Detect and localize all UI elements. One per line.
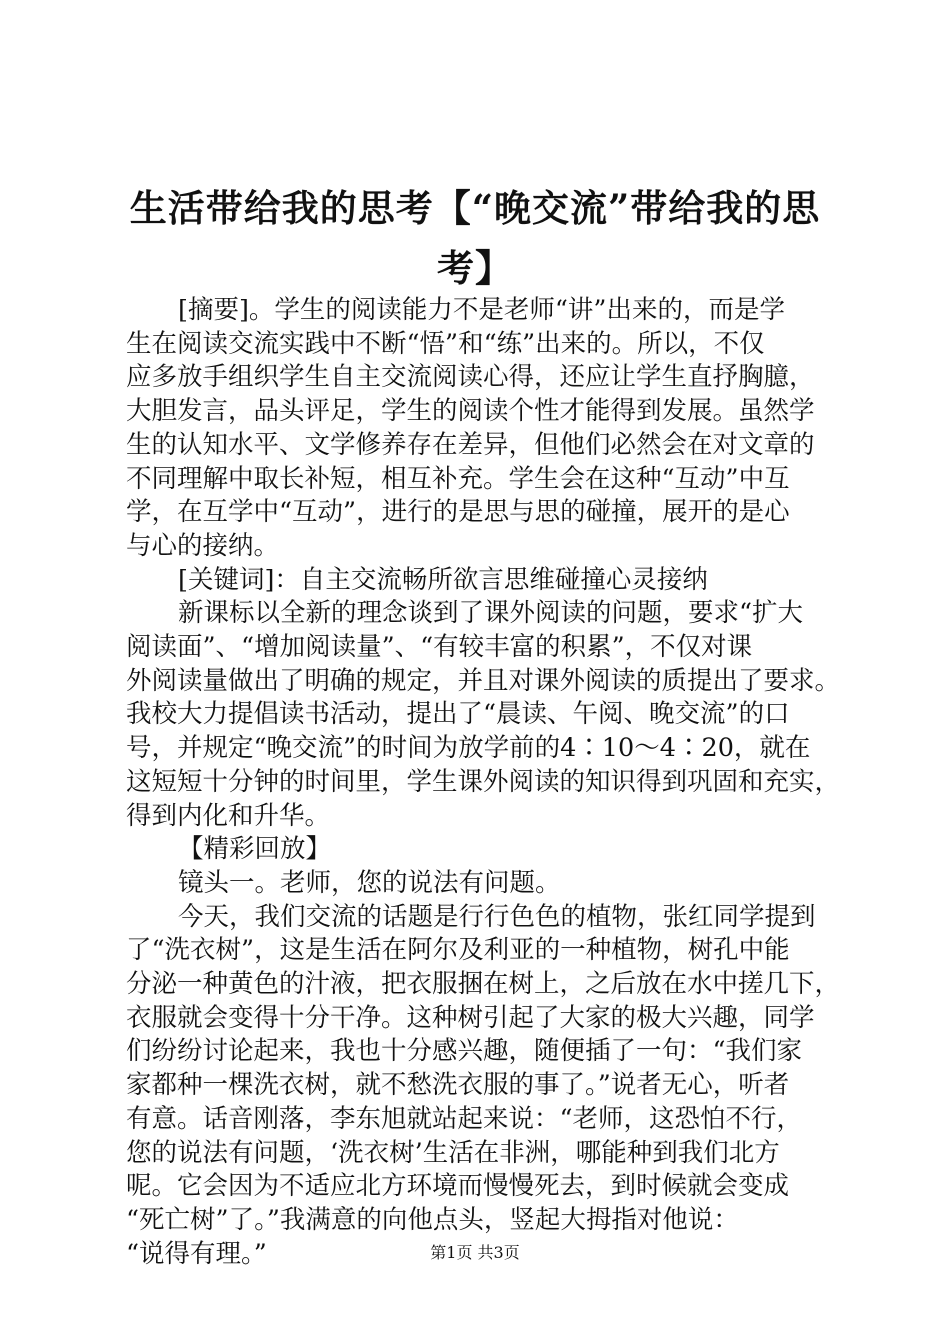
document-body — [126, 294, 841, 1271]
text-line: 阅读面”、“增加阅读量”、“有较丰富的积累”，不仅对课 — [126, 632, 753, 663]
text-line: 们纷纷讨论起来，我也十分感兴趣，随便插了一句：“我们家 — [126, 1036, 803, 1067]
text-line: “说得有理。” — [126, 1238, 267, 1269]
text-line: 家都种一棵洗衣树，就不愁洗衣服的事了。”说者无心，听者 — [126, 1070, 790, 1101]
text-line: 不同理解中取长补短，相互补充。学生会在这种“互动”中互 — [126, 463, 790, 494]
text-line: 生在阅读交流实践中不断“悟”和“练”出来的。所以，不仅 — [126, 328, 765, 359]
text-line: 得到内化和升华。 — [126, 800, 331, 831]
text-line: [关键词]：自主交流畅所欲言思维碰撞心灵接纳 — [178, 564, 708, 595]
title-line-1: 生活带给我的思考【“晚交流”带给我的思 — [129, 186, 821, 230]
text-line: 有意。话音刚落，李东旭就站起来说：“老师，这恐怕不行， — [126, 1103, 803, 1134]
text-line: 我校大力提倡读书活动，提出了“晨读、午阅、晚交流”的口 — [126, 699, 790, 730]
text-line: 大胆发言，品头评足，学生的阅读个性才能得到发展。虽然学 — [126, 396, 815, 427]
text-line: “死亡树”了。”我满意的向他点头，竖起大拇指对他说： — [126, 1204, 739, 1235]
document-title — [125, 178, 825, 298]
text-line: 分泌一种黄色的汁液，把衣服捆在树上，之后放在水中搓几下， — [126, 969, 841, 1000]
text-line: 呢。它会因为不适应北方环境而慢慢死去，到时候就会变成 — [126, 1171, 790, 1202]
text-line: 【精彩回放】 — [178, 834, 332, 865]
text-line: 生的认知水平、文学修养存在差异，但他们必然会在对文章的 — [126, 429, 815, 460]
text-line: 镜头一。老师，您的说法有问题。 — [178, 867, 561, 898]
text-line: 新课标以全新的理念谈到了课外阅读的问题，要求“扩大 — [178, 598, 804, 629]
title-line-2: 考】 — [437, 246, 513, 290]
page-footer: 第1页 共3页 — [430, 1243, 520, 1262]
text-line: 这短短十分钟的时间里，学生课外阅读的知识得到巩固和充实， — [126, 766, 841, 797]
text-line: 衣服就会变得十分干净。这种树引起了大家的极大兴趣，同学 — [126, 1002, 815, 1033]
text-line: 您的说法有问题，‘洗衣树’生活在非洲，哪能种到我们北方 — [126, 1137, 780, 1168]
text-line: 号，并规定“晚交流”的时间为放学前的4∶10～4∶20，就在 — [126, 733, 811, 764]
text-line: 应多放手组织学生自主交流阅读心得，还应让学生直抒胸臆， — [126, 362, 815, 393]
text-line: 与心的接纳。 — [126, 530, 280, 561]
text-line: 外阅读量做出了明确的规定，并且对课外阅读的质提出了要求。 — [126, 665, 841, 696]
text-line: 今天，我们交流的话题是行行色色的植物，张红同学提到 — [178, 901, 816, 932]
text-line: [摘要]。学生的阅读能力不是老师“讲”出来的，而是学 — [178, 295, 785, 325]
text-line: 学，在互学中“互动”，进行的是思与思的碰撞，展开的是心 — [126, 497, 790, 528]
text-line: 了“洗衣树”，这是生活在阿尔及利亚的一种植物，树孔中能 — [126, 935, 790, 966]
